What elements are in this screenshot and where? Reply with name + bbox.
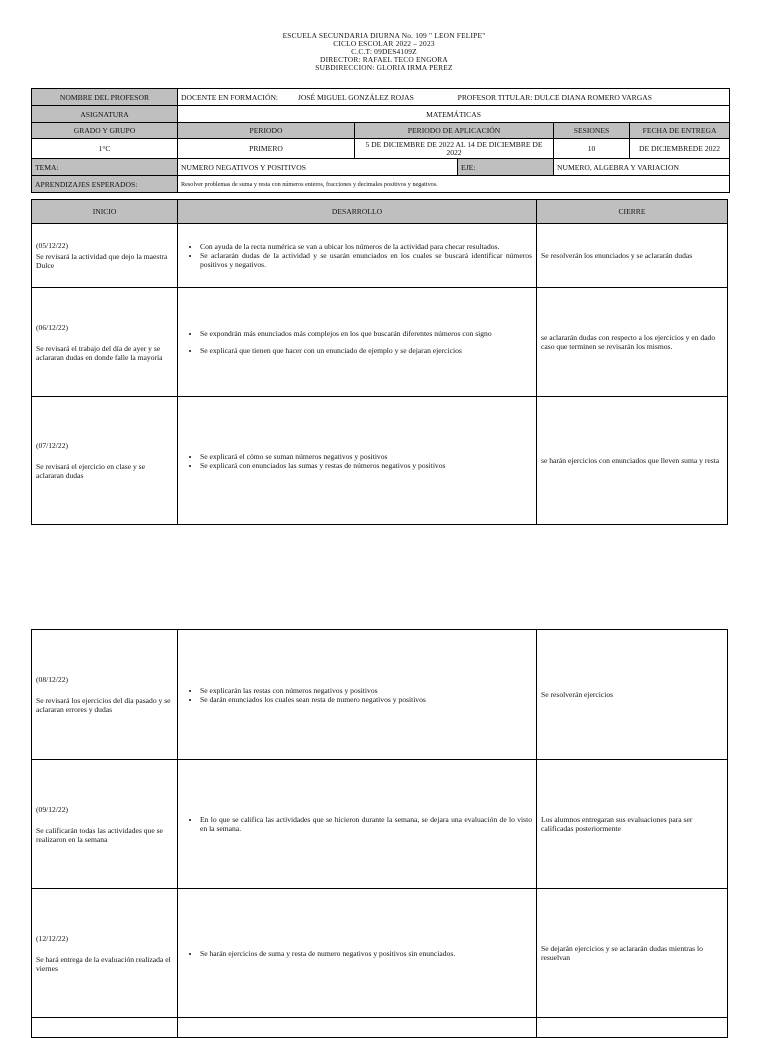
- desarrollo-item: • Se aclararán dudas de la actividad y se usarán enunciados en los cuales se buscará identificar números positivos y negativos.: [200, 251, 532, 269]
- asignatura-value: MATEMÁTICAS: [178, 106, 730, 123]
- desarrollo-cell: [178, 288, 537, 397]
- inicio-cell: [32, 760, 178, 889]
- aprendizajes-label: APRENDIZAJES ESPERADOS:: [32, 176, 178, 193]
- inicio-cell: [32, 224, 178, 288]
- cierre-cell: Se dejarán ejercicios y se aclararán dudas mientras lo resuelvan: [537, 889, 728, 1018]
- periodo-value: PRIMERO: [178, 139, 355, 159]
- desarrollo-item: • Se explicarán las restas con números negativos y positivos: [200, 686, 532, 695]
- desarrollo-item: • Se explicará el cómo se suman números negativos y positivos: [200, 452, 532, 461]
- table-row: [32, 1018, 728, 1038]
- eje-value: NUMERO, ALGEBRA Y VARIACION: [554, 159, 730, 176]
- session-date: (05/12/22): [36, 241, 69, 250]
- tema-value: NUMERO NEGATIVOS Y POSITIVOS: [178, 159, 458, 176]
- docente-label: DOCENTE EN FORMACIÓN:: [181, 92, 279, 102]
- session-date: (12/12/22): [36, 933, 69, 943]
- cierre-cell: Los alumnos entregaran sus evaluaciones para ser calificadas posteriormente: [537, 760, 728, 889]
- desarrollo-cell: [178, 760, 537, 889]
- inicio-text: Se calificarán todas las actividades que se realizaron en la semana: [36, 825, 163, 844]
- eje-label: EJE:: [458, 159, 554, 176]
- desarrollo-item: • Se harán ejercicios de suma y resta de numero negativos y positivos sin enunciados.: [200, 949, 532, 958]
- desarrollo-header: DESARROLLO: [178, 200, 537, 224]
- school-cycle: CICLO ESCOLAR 2022 – 2023: [333, 39, 435, 48]
- desarrollo-item: • Se explicará con enunciados las sumas y restas de números negativos y positivos: [200, 461, 532, 470]
- inicio-text: Se revisará el ejercicio en clase y se aclararan dudas: [36, 462, 145, 480]
- planning-table-page2: [31, 629, 728, 1038]
- sesiones-value: 10: [554, 139, 630, 159]
- aplicacion-label: PERIODO DE APLICACIÓN: [355, 123, 554, 139]
- inicio-cell: [32, 1018, 178, 1038]
- inicio-header: INICIO: [32, 200, 178, 224]
- cierre-cell: se aclararán dudas con respecto a los ejercicios y en dado caso que terminen se revisarán los mismos.: [537, 288, 728, 397]
- session-date: (09/12/22): [36, 804, 69, 814]
- desarrollo-item: • Se expondrán más enunciados más complejos en los que buscarán diferentes números con signo: [200, 329, 532, 338]
- desarrollo-cell: [178, 1018, 537, 1038]
- cierre-cell: se harán ejercicios con enunciados que lleven suma y resta: [537, 397, 728, 525]
- table-row: [32, 630, 728, 760]
- cierre-cell: Se resolverán ejercicios: [537, 630, 728, 760]
- tema-label: TEMA:: [32, 159, 178, 176]
- profesor-cell: [178, 89, 730, 106]
- inicio-cell: [32, 288, 178, 397]
- school-director: DIRECTOR: RAFAEL TECO ENGORA: [320, 55, 448, 64]
- table-row: [32, 288, 728, 397]
- desarrollo-item: • Se darán enunciados los cuales sean resta de numero negativos y positivos: [200, 695, 532, 704]
- profesor-label: NOMBRE DEL PROFESOR: [32, 89, 178, 106]
- periodo-label: PERIODO: [178, 123, 355, 139]
- session-date: (06/12/22): [36, 322, 69, 332]
- desarrollo-cell: [178, 397, 537, 525]
- aplicacion-value: 5 DE DICIEMBRE DE 2022 AL 14 DE DICIEMBRE DE 2022: [355, 139, 554, 159]
- inicio-cell: [32, 397, 178, 525]
- inicio-text: Se revisará la actividad que dejo la maestra Dulce: [36, 252, 168, 270]
- desarrollo-item: • Con ayuda de la recta numérica se van a ubicar los números de la actividad para checar resultados.: [200, 242, 532, 251]
- school-cct: C.C.T: 09DES4109Z: [351, 47, 417, 56]
- cierre-header: CIERRE: [537, 200, 728, 224]
- desarrollo-cell: [178, 889, 537, 1018]
- desarrollo-cell: [178, 630, 537, 760]
- session-date: (08/12/22): [36, 675, 69, 684]
- desarrollo-item: • En lo que se califica las actividades que se hicieron durante la semana, se dejara una evaluación de lo visto en la semana.: [200, 815, 532, 833]
- table-row: [32, 397, 728, 525]
- school-header: [0, 32, 768, 72]
- asignatura-label: ASIGNATURA: [32, 106, 178, 123]
- entrega-value: DE DICIEMBREDE 2022: [630, 139, 730, 159]
- info-table: [31, 88, 730, 193]
- cierre-cell: [537, 1018, 728, 1038]
- docente-name: JOSÉ MIGUEL GONZÁLEZ ROJAS: [297, 92, 414, 102]
- inicio-text: Se revisará el trabajo del día de ayer y se aclararan dudas en donde falle la mayoría: [36, 343, 163, 362]
- inicio-text: Se revisará los ejercicios del día pasado y se aclararan errores y dudas: [36, 696, 171, 714]
- sesiones-label: SESIONES: [554, 123, 630, 139]
- school-name: ESCUELA SECUNDARIA DIURNA No. 109 " LEON FELIPE": [282, 31, 486, 40]
- table-row: [32, 224, 728, 288]
- desarrollo-cell: [178, 224, 537, 288]
- inicio-cell: [32, 630, 178, 760]
- table-row: [32, 889, 728, 1018]
- inicio-cell: [32, 889, 178, 1018]
- planning-table-page1: [31, 199, 728, 525]
- session-date: (07/12/22): [36, 441, 69, 450]
- entrega-label: FECHA DE ENTREGA: [630, 123, 730, 139]
- cierre-cell: Se resolverán los enunciados y se aclararán dudas: [537, 224, 728, 288]
- desarrollo-item: • Se explicará que tienen que hacer con un enunciado de ejemplo y se dejaran ejercicios: [200, 346, 532, 355]
- inicio-text: Se hará entrega de la evaluación realizada el viernes: [36, 954, 171, 973]
- grado-label: GRADO Y GRUPO: [32, 123, 178, 139]
- aprendizajes-value: Resolver problemas de suma y resta con números enteros, fracciones y decimales positivos y negativos.: [178, 176, 730, 193]
- table-row: [32, 760, 728, 889]
- grado-value: 1°C: [32, 139, 178, 159]
- profesor-titular: PROFESOR TITULAR: DULCE DIANA ROMERO VARGAS: [457, 92, 652, 102]
- school-subdirector: SUBDIRECCION: GLORIA IRMA PEREZ: [315, 63, 453, 72]
